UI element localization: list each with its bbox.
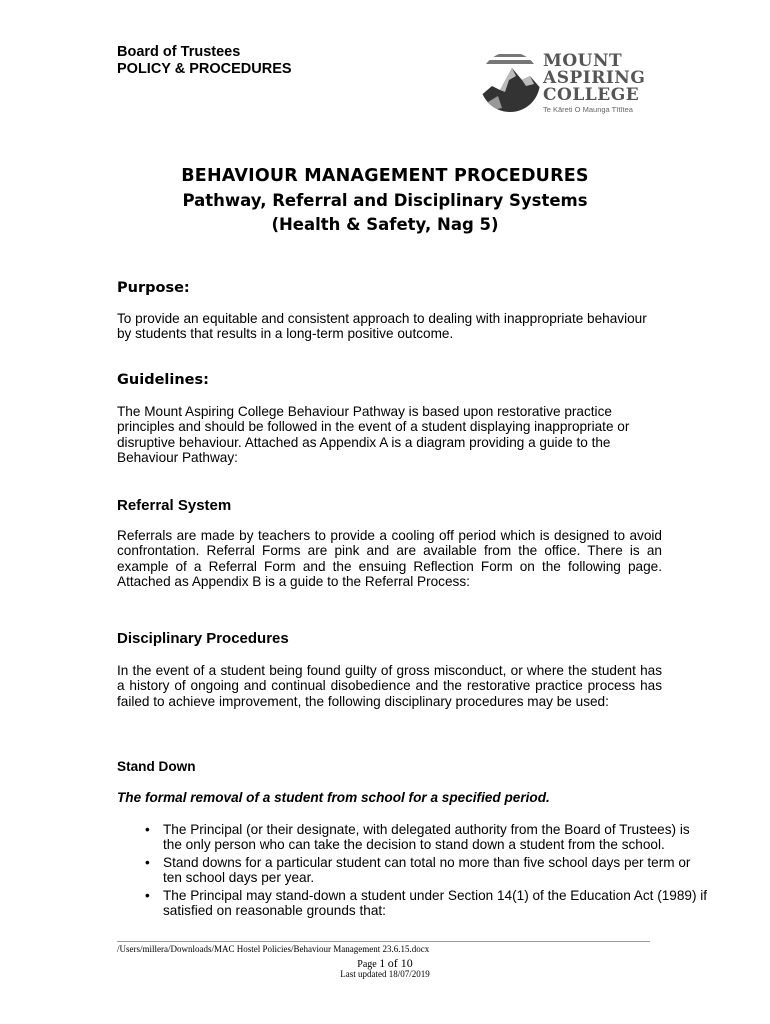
document-header <box>117 44 292 78</box>
list-item: • Stand downs for a particular student can total no more than five school days per term or ten school days per year. <box>163 855 708 886</box>
footer-updated: Last updated 18/07/2019 <box>340 969 430 979</box>
logo-line-mount: MOUNT <box>543 51 623 71</box>
purpose-text: To provide an equitable and consistent approach to dealing with inappropriate behaviour by students that results in a long-term positive outcome. <box>117 311 647 342</box>
stand-down-list <box>117 822 708 920</box>
header-board: Board of Trustees <box>117 44 241 60</box>
page-subtitle: Pathway, Referral and Disciplinary Systems <box>182 191 588 210</box>
referral-text: Referrals are made by teachers to provide a cooling off period which is designed to avoid confrontation. Referral Forms are pink and are available from the office. There is an example of a Referral Form and the ensuing Reflection Form on the following page. Attached as Appendix B is a guide to the Referral Process: <box>117 528 662 590</box>
stand-down-definition: The formal removal of a student from school for a specified period. <box>117 790 550 805</box>
logo-line-college: COLLEGE <box>543 85 640 105</box>
mountain-logo-icon <box>478 50 542 114</box>
stand-down-heading: Stand Down <box>117 759 196 774</box>
header-policy: POLICY & PROCEDURES <box>117 61 292 77</box>
guidelines-heading: Guidelines: <box>117 372 209 388</box>
list-item: • The Principal may stand-down a student under Section 14(1) of the Education Act (1989) if satisfied on reasonable grounds that: <box>163 888 708 919</box>
guidelines-text: The Mount Aspiring College Behaviour Pathway is based upon restorative practice principles and should be followed in the event of a student displaying inappropriate or disruptive behaviour. Attached as Appendix A is a diagram providing a guide to the Behaviour Pathway: <box>117 404 630 466</box>
college-logo <box>478 50 658 120</box>
footer-divider <box>117 941 650 942</box>
disciplinary-text: In the event of a student being found guilty of gross misconduct, or where the student has a history of ongoing and continual disobedience and the restorative practice process has failed to achieve improvement, the following disciplinary procedures may be used: <box>117 663 662 709</box>
logo-line-aspiring: ASPIRING <box>543 68 646 88</box>
page-current: 1 <box>379 956 386 970</box>
list-item: • The Principal (or their designate, with delegated authority from the Board of Trustees) is the only person who can take the decision to stand down a student from the school. <box>163 822 708 853</box>
footer-file-path: /Users/millera/Downloads/MAC Hostel Policies/Behaviour Management 23.6.15.docx <box>117 944 430 954</box>
purpose-heading: Purpose: <box>117 280 190 296</box>
disciplinary-heading: Disciplinary Procedures <box>117 630 289 647</box>
page-total: of 10 <box>387 956 413 970</box>
logo-subtitle: Te Kāreti O Maunga Tītītea <box>543 105 633 114</box>
logo-wordmark <box>543 53 645 104</box>
page-label: Page <box>357 959 377 970</box>
page-subtitle-2: (Health & Safety, Nag 5) <box>271 215 499 234</box>
page-title: BEHAVIOUR MANAGEMENT PROCEDURES <box>181 166 589 186</box>
referral-heading: Referral System <box>117 497 232 514</box>
